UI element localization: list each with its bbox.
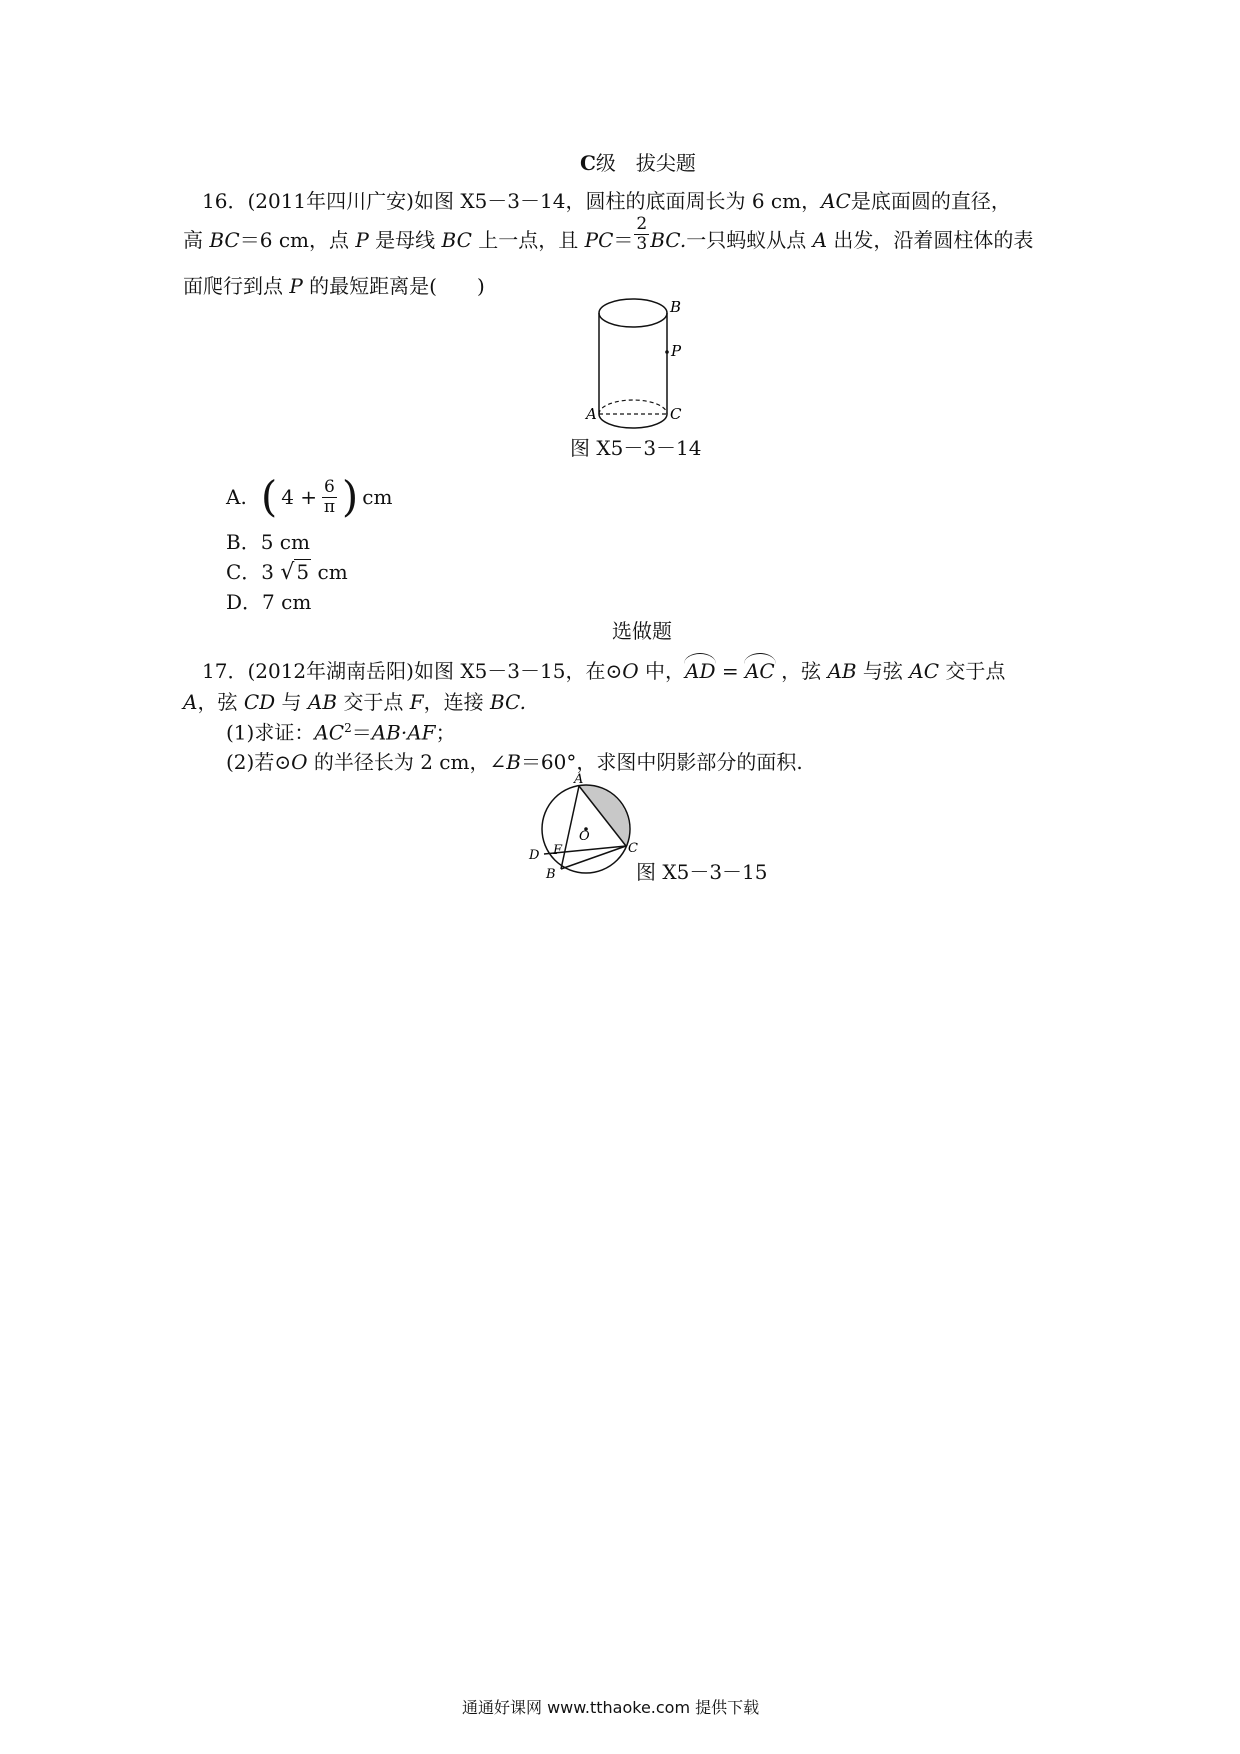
q16-text: 是底面圆的直径， xyxy=(850,189,1011,213)
fraction-denominator: π xyxy=(323,496,336,517)
q16-bc: BC xyxy=(209,228,240,252)
q16-text: ＝6 cm，点 xyxy=(239,228,356,252)
label-o: O xyxy=(579,829,590,844)
q17-ab: AB xyxy=(307,690,338,714)
superscript: 2 xyxy=(344,721,352,735)
q17-number: 17． xyxy=(202,659,248,683)
label-a: A xyxy=(574,772,584,787)
q16-line3 xyxy=(183,276,485,296)
label-c: C xyxy=(670,405,682,423)
q16-bc: BC xyxy=(441,228,472,252)
fraction-denominator: 3 xyxy=(636,234,648,254)
q17-text: ； xyxy=(435,720,456,745)
q17-text: ，连接 xyxy=(423,690,490,714)
option-a-fraction xyxy=(322,476,337,517)
optional-title: 选做题 xyxy=(612,619,672,643)
label-c: C xyxy=(628,841,638,856)
q17-text: 与弦 xyxy=(856,659,910,683)
q17-text: ，弦 xyxy=(197,690,244,714)
option-c-unit: cm xyxy=(311,560,348,584)
q17-source: (2012年湖南岳阳) xyxy=(247,659,414,683)
q16-text: 面爬行到点 xyxy=(183,274,290,298)
q17-f: F xyxy=(409,690,424,714)
q16-text: 上一点，且 xyxy=(471,228,585,252)
q16-bc: BC. xyxy=(650,228,687,252)
q16-text: 一只蚂蚁从点 xyxy=(686,228,813,252)
option-c-label: C．3 xyxy=(226,560,281,584)
option-a-unit: cm xyxy=(362,485,393,509)
sqrt-radicand: 5 xyxy=(296,560,310,584)
q17-ac: AC xyxy=(909,659,940,683)
q16-p: P xyxy=(355,228,369,252)
q16-line1 xyxy=(202,191,1011,211)
q17-line1 xyxy=(202,657,1005,681)
q17-text: 中， xyxy=(638,659,685,683)
option-a-label: A. xyxy=(226,485,247,509)
q16-p: P xyxy=(289,274,303,298)
q17-o: O xyxy=(291,750,308,774)
q17-cd: CD xyxy=(243,690,276,714)
q16-line2 xyxy=(183,214,1034,254)
fraction-numerator: 6 xyxy=(324,476,335,497)
q17-text: 交于点 xyxy=(939,659,1006,683)
sqrt-symbol: √ 5 xyxy=(280,560,310,585)
label-b: B xyxy=(670,298,682,316)
right-paren: ) xyxy=(341,472,359,521)
q16-text: 高 xyxy=(183,228,210,252)
figure-15-caption: 图 X5－3－15 xyxy=(636,860,768,884)
q17-product: AB·AF xyxy=(371,720,436,745)
q17-part1-label: (1)求证： xyxy=(226,720,315,745)
q17-text: 与 xyxy=(275,690,308,714)
section-level: C xyxy=(580,151,596,175)
fraction-numerator: 2 xyxy=(636,214,648,234)
q16-text: 是母线 xyxy=(368,228,442,252)
q16-text: 如图 X5－3－14，圆柱的底面周长为 6 cm， xyxy=(413,189,822,213)
arc-ac: AC xyxy=(744,659,775,683)
q17-text: 的半径长为 2 cm，∠ xyxy=(307,750,507,774)
q16-eq: ＝ xyxy=(613,228,634,252)
section-title xyxy=(580,153,696,173)
label-d: D xyxy=(529,848,540,863)
q17-b: B xyxy=(506,750,521,774)
q17-a: A xyxy=(183,690,198,714)
label-p: P xyxy=(671,342,682,360)
cylinder-figure xyxy=(586,292,710,432)
q17-text: 交于点 xyxy=(337,690,410,714)
q17-text: ＝60°，求图中阴影部分的面积. xyxy=(520,750,803,774)
left-paren: ( xyxy=(260,472,278,521)
circle-figure xyxy=(524,770,644,880)
label-b: B xyxy=(546,867,556,882)
option-b: B．5 cm xyxy=(226,530,310,554)
q17-part1 xyxy=(226,722,456,743)
footer: 通通好课网 www.tthaoke.com 提供下载 xyxy=(462,1698,760,1717)
q16-pc: PC xyxy=(584,228,614,252)
q16-ac: AC xyxy=(821,189,851,213)
q16-a: A xyxy=(812,228,828,252)
section-level-rest: 级 拔尖题 xyxy=(595,151,696,175)
q17-bc: BC. xyxy=(489,690,526,714)
q16-text: 出发，沿着圆柱体的表 xyxy=(827,228,1034,252)
q17-text: 如图 X5－3－15，在⊙ xyxy=(413,659,623,683)
q17-line2 xyxy=(183,692,526,712)
q17-part2 xyxy=(226,752,803,772)
q17-text: ，弦 xyxy=(774,659,828,683)
q16-text: 的最短距离是( ) xyxy=(302,274,485,298)
label-f: F xyxy=(553,843,563,858)
q17-o: O xyxy=(622,659,639,683)
q17-ab: AB xyxy=(827,659,857,683)
label-a: A xyxy=(586,405,597,423)
q16-source: (2011年四川广安) xyxy=(247,189,414,213)
q17-ac: AC xyxy=(314,720,345,745)
option-a xyxy=(226,472,393,521)
q16-fraction xyxy=(634,216,649,253)
arc-ad: AD xyxy=(685,659,716,683)
q16-number: 16． xyxy=(202,189,248,213)
q17-part2-label: (2)若⊙ xyxy=(226,750,292,774)
option-a-inner: 4 + xyxy=(281,485,318,509)
figure-14-caption: 图 X5－3－14 xyxy=(570,436,702,460)
arc-equal: = xyxy=(715,659,745,683)
q17-eq: ＝ xyxy=(351,720,372,745)
option-c xyxy=(226,562,348,584)
option-d: D．7 cm xyxy=(226,590,312,614)
